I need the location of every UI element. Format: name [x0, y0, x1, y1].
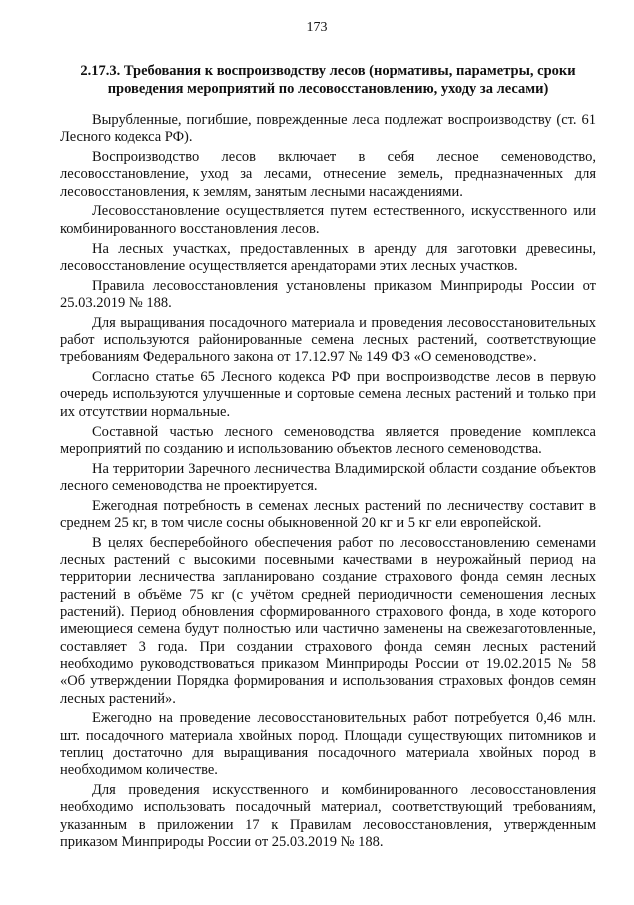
paragraph: На территории Заречного лесничества Владимирской области создание объектов лесного семеноводства не проектируется.: [60, 460, 596, 494]
paragraph: Лесовосстановление осуществляется путем естественного, искусственного или комбинированного восстановления лесов.: [60, 203, 596, 237]
paragraph: Вырубленные, погибшие, поврежденные леса подлежат воспроизводству (ст. 61 Лесного кодекса РФ).: [60, 112, 596, 146]
paragraph: Для выращивания посадочного материала и проведения лесовосстановительных работ используются районированные семена лесных растений, соответствующие требованиям Федерального закона от 17.12.97 № 149 ФЗ «О семеноводстве».: [60, 314, 596, 366]
paragraph: Воспроизводство лесов включает в себя лесное семеноводство, лесовосстановление, уход за лесами, отнесение земель, предназначенных для лесовосстановления, к землям, занятым лесными насаждениями.: [60, 149, 596, 200]
body-text: [60, 112, 596, 854]
page-number: 173: [306, 20, 328, 35]
paragraph: Ежегодная потребность в семенах лесных растений по лесничеству составит в среднем 25 кг, в том числе сосны обыкновенной 20 кг и 5 кг ели европейской.: [60, 497, 596, 532]
paragraph: Ежегодно на проведение лесовосстановительных работ потребуется 0,46 млн. шт. посадочного материала хвойных пород. Площади существующих питомников и теплиц достаточно для выращивания посадочного материала хвойных пород в необходимом количестве.: [60, 710, 596, 779]
paragraph: Согласно статье 65 Лесного кодекса РФ при воспроизводстве лесов в первую очередь используются улучшенные и сортовые семена лесных растений и только при их отсутствии нормальные.: [60, 369, 596, 420]
paragraph: Составной частью лесного семеноводства является проведение комплекса мероприятий по созданию и использованию объектов лесного семеноводства.: [60, 423, 596, 457]
paragraph: Правила лесовосстановления установлены приказом Минприроды России от 25.03.2019 № 188.: [60, 277, 596, 311]
paragraph: Для проведения искусственного и комбинированного лесовосстановления необходимо использовать посадочный материал, соответствующий требованиям, указанным в приложении 17 к Правилам лесовосстановления, утвержденным приказом Минприроды России от 25.03.2019 № 188.: [60, 781, 596, 850]
paragraph: В целях бесперебойного обеспечения работ по лесовосстановлению семенами лесных растений с высокими посевными качествами в неурожайный период на территории лесничества запланировано создание страхового фонда семян лесных растений в объёме 75 кг (с учётом средней периодичности семеношения лесных растений). Период обновления сформированного страхового фонда, в ходе которого имеющиеся семена будут полностью или частично заменены на свежезаготовленные, составляет 3 года. При создании страхового фонда семян лесных растений необходимо руководствоваться приказом Минприроды России от 19.02.2015 № 58 «Об утверждении Порядка формирования и использования страховых фондов семян лесных растений».: [60, 534, 596, 707]
paragraph: На лесных участках, предоставленных в аренду для заготовки древесины, лесовосстановление осуществляется арендаторами этих лесных участков.: [60, 240, 596, 274]
section-heading: 2.17.3. Требования к воспроизводству лесов (нормативы, параметры, сроки проведения мероприятий по лесовосстановлению, уходу за лесами): [80, 63, 576, 97]
